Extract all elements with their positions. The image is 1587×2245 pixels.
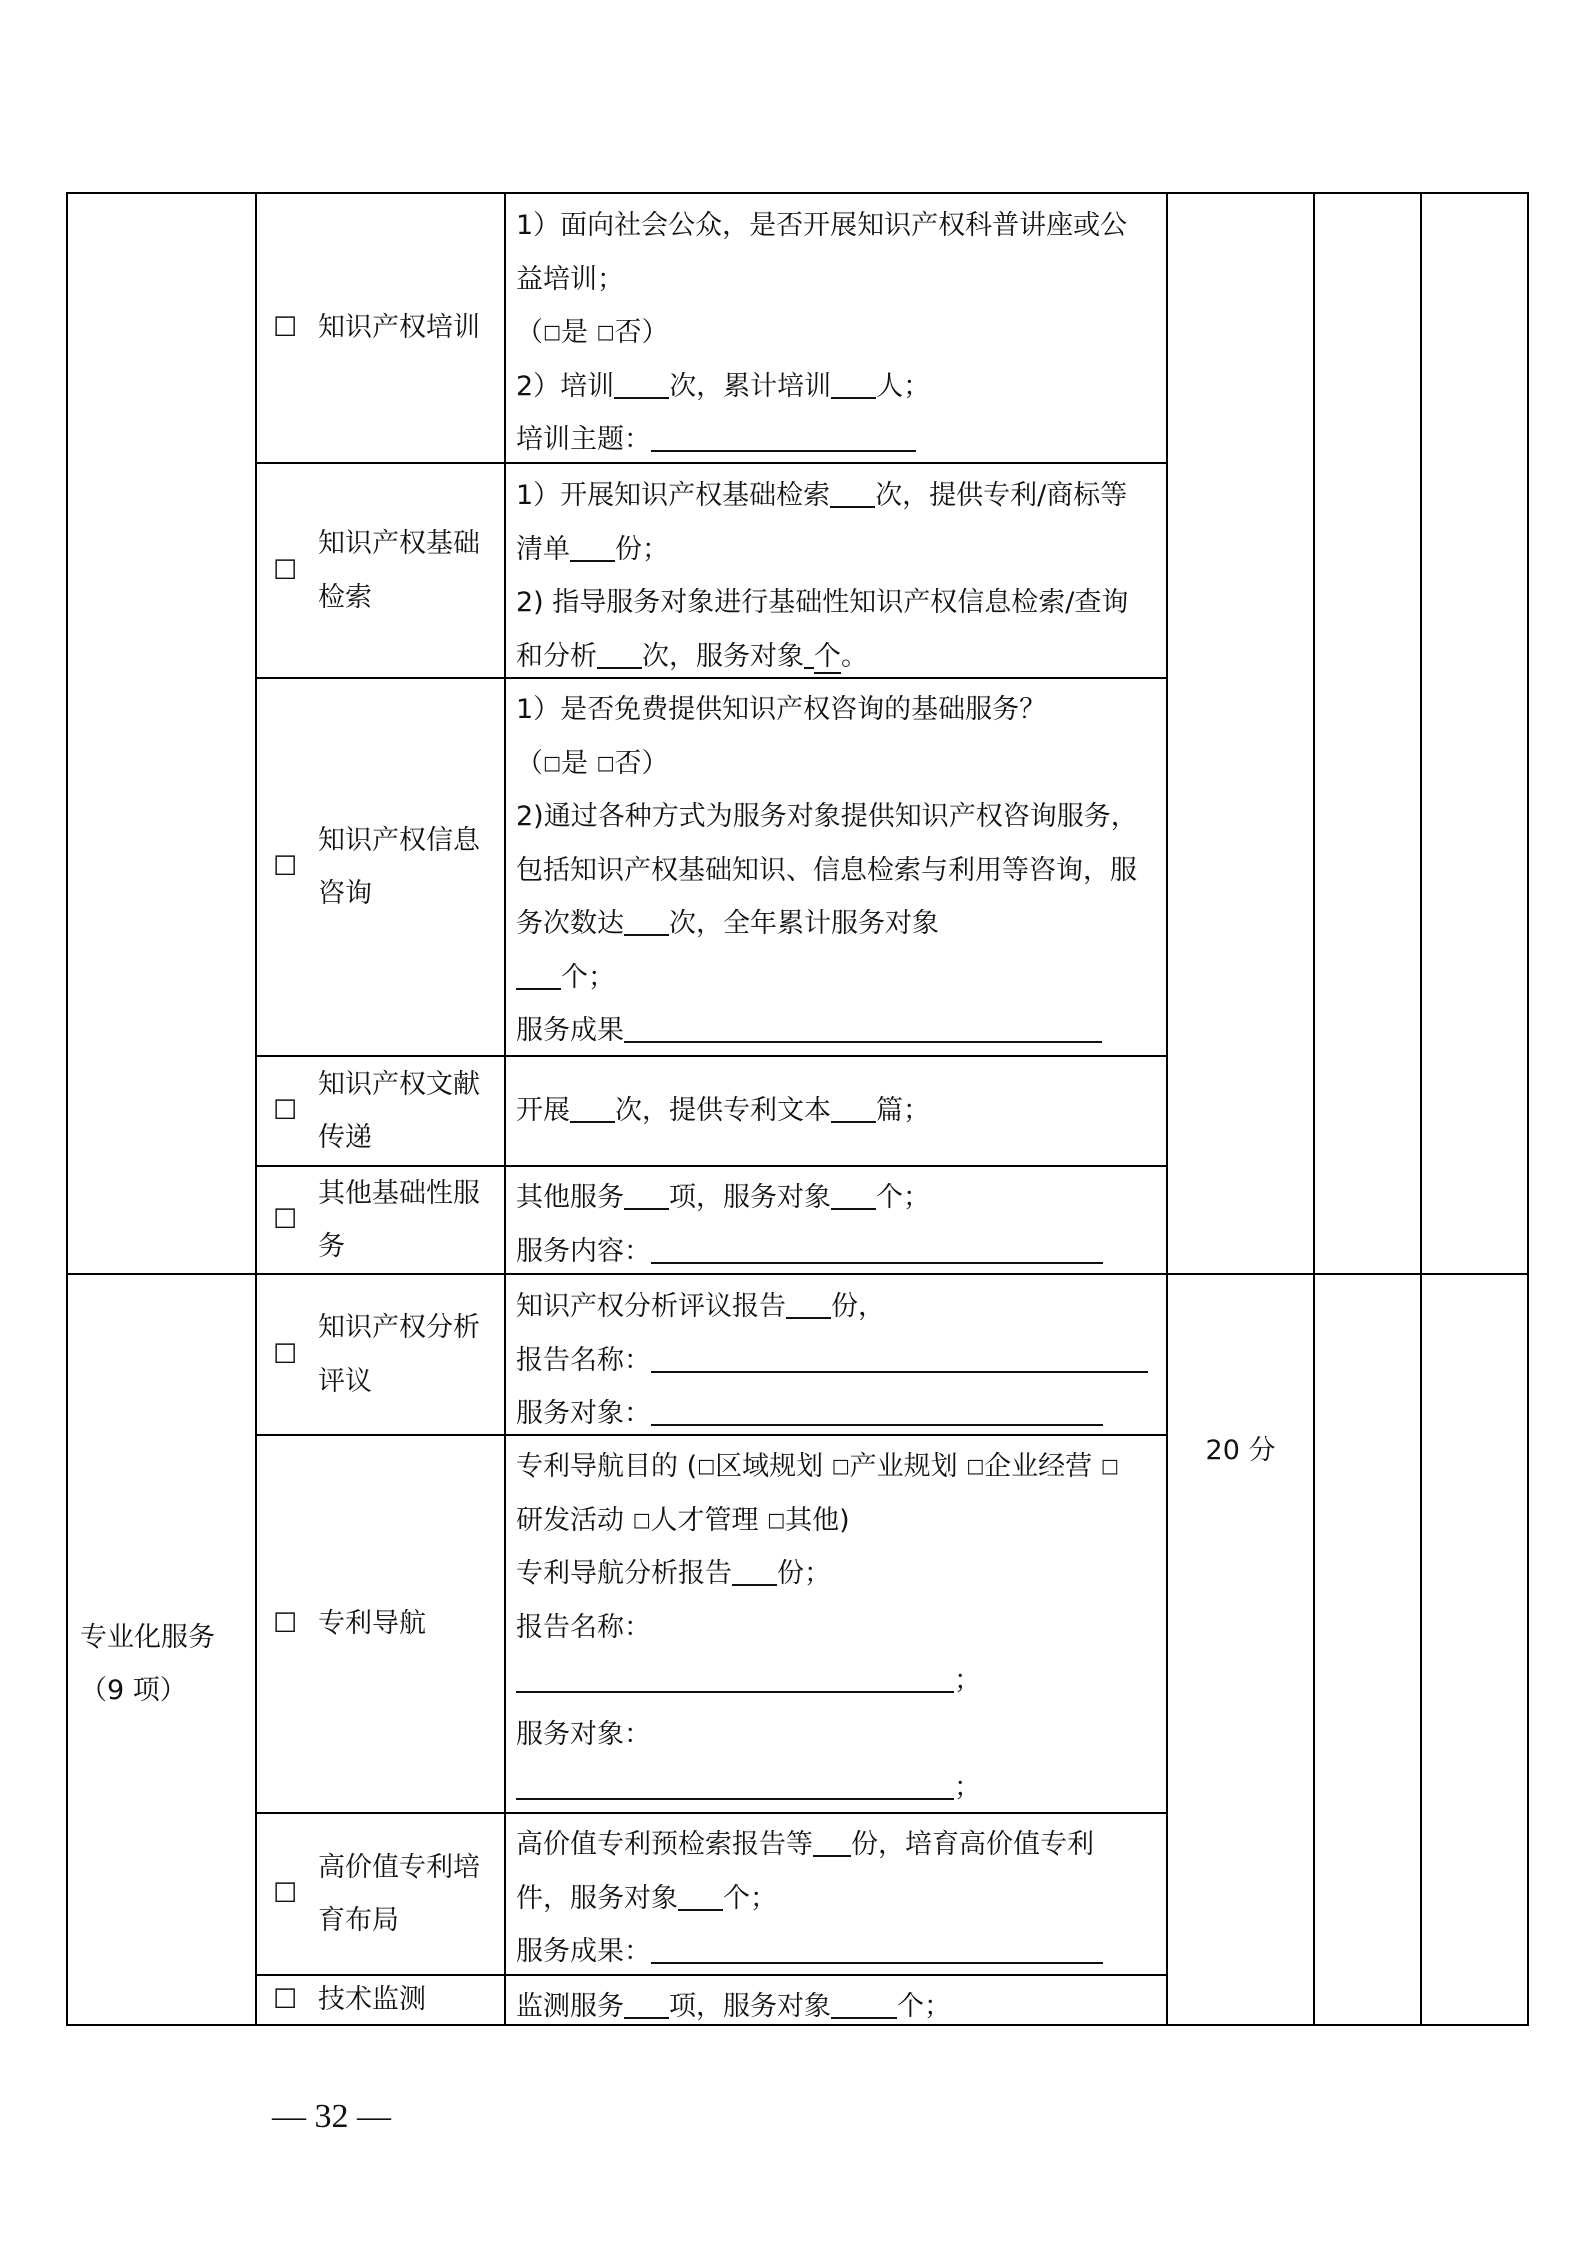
checkbox-icon[interactable]: □: [1100, 1455, 1119, 1478]
content-line: 2）培训 次，累计培训 人；: [516, 360, 1164, 414]
fill-in-blank[interactable]: [651, 422, 916, 452]
content-line: 1）开展知识产权基础检索 次，提供专利/商标等: [516, 469, 1164, 523]
content-line: 清单 份；: [516, 523, 1164, 577]
checkbox-icon[interactable]: ☐: [273, 851, 298, 883]
content-line: 高价值专利预检索报告等 份，培育高价值专利: [516, 1818, 1164, 1872]
content-line: 服务内容：: [516, 1225, 1164, 1279]
item-label: 知识产权分析评议: [318, 1312, 480, 1397]
content-line: ；: [516, 1654, 1164, 1708]
content-line: 其他服务 项，服务对象 个；: [516, 1171, 1164, 1225]
content-line: 专利导航目的 (□区域规划 □产业规划 □企业经营 □: [516, 1451, 1119, 1482]
item-content-cell: [516, 469, 1164, 683]
item-label: 知识产权基础检索: [318, 528, 480, 613]
item-label-cell: [273, 1275, 501, 1434]
fill-in-blank[interactable]: [624, 1013, 1102, 1043]
content-line: （□是 □否）: [516, 317, 669, 348]
fill-in-blank[interactable]: [516, 1770, 954, 1800]
score-cell: [1168, 1424, 1313, 1478]
checkbox-icon[interactable]: ☐: [273, 312, 298, 344]
content-line: 培训主题：: [516, 413, 1164, 467]
content-line: 报告名称：: [516, 1334, 1164, 1388]
score-value: 20 分: [1205, 1435, 1276, 1466]
checkbox-icon[interactable]: ☐: [273, 1095, 298, 1127]
checkbox-icon[interactable]: ☐: [273, 1608, 298, 1640]
group-label-cell: [68, 1611, 255, 1717]
checkbox-icon[interactable]: □: [543, 321, 561, 344]
fill-in-blank[interactable]: [570, 1093, 615, 1123]
item-label: 专利导航: [318, 1608, 426, 1640]
item-label-cell: [273, 1976, 501, 2024]
content-line: 知识产权分析评议报告 份，: [516, 1280, 1164, 1334]
page-number: — 32 —: [272, 2098, 391, 2135]
item-label-cell: [273, 1057, 501, 1165]
column-divider: [1313, 192, 1315, 2026]
item-content-cell: [516, 1171, 1164, 1278]
checkbox-icon[interactable]: ☐: [273, 1878, 298, 1910]
item-label: 知识产权培训: [318, 312, 480, 344]
checkbox-icon[interactable]: ☐: [273, 554, 298, 586]
content-line: 开展 次，提供专利文本 篇；: [516, 1084, 1164, 1138]
content-line: 益培训；: [516, 263, 624, 295]
group-count: （9 项）: [80, 1675, 187, 1706]
checkbox-icon[interactable]: □: [596, 751, 615, 774]
content-line: 服务成果：: [516, 1925, 1164, 1979]
checkbox-icon[interactable]: □: [767, 1508, 786, 1531]
column-divider: [1166, 192, 1168, 2026]
fill-in-blank[interactable]: [597, 638, 642, 668]
item-content-cell: [516, 1440, 1164, 1815]
column-divider: [504, 192, 506, 2026]
checkbox-icon[interactable]: □: [966, 1455, 985, 1478]
fill-in-blank[interactable]: [831, 1180, 876, 1210]
item-label-cell: [273, 1814, 501, 1974]
group-label: 专业化服务: [80, 1622, 215, 1653]
fill-in-blank[interactable]: [651, 1396, 1103, 1426]
fill-in-blank[interactable]: [831, 368, 876, 398]
fill-in-blank[interactable]: [570, 531, 615, 561]
item-content-cell: [516, 199, 1164, 467]
fill-in-blank[interactable]: [651, 1342, 1148, 1372]
content-line: 研发活动 □人才管理 □其他): [516, 1504, 850, 1536]
checkbox-icon[interactable]: □: [632, 1508, 651, 1531]
content-line: 服务对象：: [516, 1387, 1164, 1441]
item-content-cell: [516, 683, 1164, 1058]
content-line: ；: [516, 1761, 1164, 1815]
item-label: 知识产权信息咨询: [318, 824, 480, 909]
checkbox-icon[interactable]: □: [596, 321, 615, 344]
fill-in-blank[interactable]: [831, 1093, 876, 1123]
item-label-cell: [273, 194, 501, 462]
checkbox-icon[interactable]: □: [543, 751, 561, 774]
item-label: 技术监测: [318, 1984, 426, 2016]
fill-in-blank[interactable]: [651, 1934, 1103, 1964]
fill-in-blank[interactable]: [624, 906, 669, 936]
item-label-cell: [273, 679, 501, 1055]
content-line: （□是 □否）: [516, 747, 669, 779]
fill-in-blank[interactable]: [614, 368, 669, 398]
content-line: 专利导航分析报告 份；: [516, 1547, 1164, 1601]
item-label: 高价值专利培育布局: [318, 1851, 480, 1936]
checkbox-icon[interactable]: ☐: [273, 1984, 298, 2016]
content-line: 报告名称：: [516, 1611, 651, 1643]
content-line: 个；: [516, 951, 1164, 1005]
fill-in-blank[interactable]: [804, 638, 814, 668]
fill-in-blank[interactable]: [516, 959, 561, 989]
checkbox-icon[interactable]: ☐: [273, 1204, 298, 1236]
column-divider: [66, 192, 68, 2026]
item-content-cell: [516, 1280, 1164, 1441]
fill-in-blank[interactable]: [624, 1989, 669, 2019]
item-content-cell: [516, 1818, 1164, 1979]
content-line: 包括知识产权基础知识、信息检索与利用等咨询，服: [516, 854, 1137, 886]
content-line: 件，服务对象 个；: [516, 1872, 1164, 1926]
content-line: 务次数达 次，全年累计服务对象: [516, 897, 1164, 951]
fill-in-blank[interactable]: [786, 1289, 831, 1319]
item-label-cell: [273, 464, 501, 677]
item-label-cell: [273, 1436, 501, 1812]
column-divider: [1420, 192, 1422, 2026]
fill-in-blank[interactable]: [732, 1556, 777, 1586]
fill-in-blank[interactable]: [813, 1827, 851, 1857]
item-label: 其他基础性服务: [318, 1177, 480, 1262]
checkbox-icon[interactable]: □: [831, 1455, 850, 1478]
content-line: 1）面向社会公众，是否开展知识产权科普讲座或公: [516, 210, 1128, 241]
underlined-text: 个: [814, 640, 841, 672]
content-line: 服务成果: [516, 1004, 1164, 1058]
fill-in-blank[interactable]: [624, 1180, 669, 1210]
checkbox-icon[interactable]: □: [697, 1455, 716, 1478]
item-label: 知识产权文献传递: [318, 1068, 480, 1153]
fill-in-blank[interactable]: [516, 1663, 954, 1693]
item-label-cell: [273, 1167, 501, 1273]
evaluation-table: [66, 192, 1529, 2026]
fill-in-blank[interactable]: [678, 1880, 723, 1910]
column-divider: [255, 192, 257, 2026]
fill-in-blank[interactable]: [651, 1233, 1103, 1263]
item-content-cell: [516, 1980, 1164, 2034]
content-line: 2)通过各种方式为服务对象提供知识产权咨询服务，: [516, 801, 1138, 833]
table-border-right: [1527, 192, 1529, 2026]
content-line: 2) 指导服务对象进行基础性知识产权信息检索/查询: [516, 587, 1129, 618]
fill-in-blank[interactable]: [830, 478, 875, 508]
fill-in-blank[interactable]: [831, 1989, 897, 2019]
content-line: 1）是否免费提供知识产权咨询的基础服务？: [516, 694, 1047, 725]
content-line: 监测服务 项，服务对象 个；: [516, 1980, 1164, 2034]
content-line: 和分析 次，服务对象 个。: [516, 630, 1164, 684]
item-content-cell: [516, 1084, 1164, 1138]
checkbox-icon[interactable]: ☐: [273, 1338, 298, 1370]
content-line: 服务对象：: [516, 1718, 651, 1750]
